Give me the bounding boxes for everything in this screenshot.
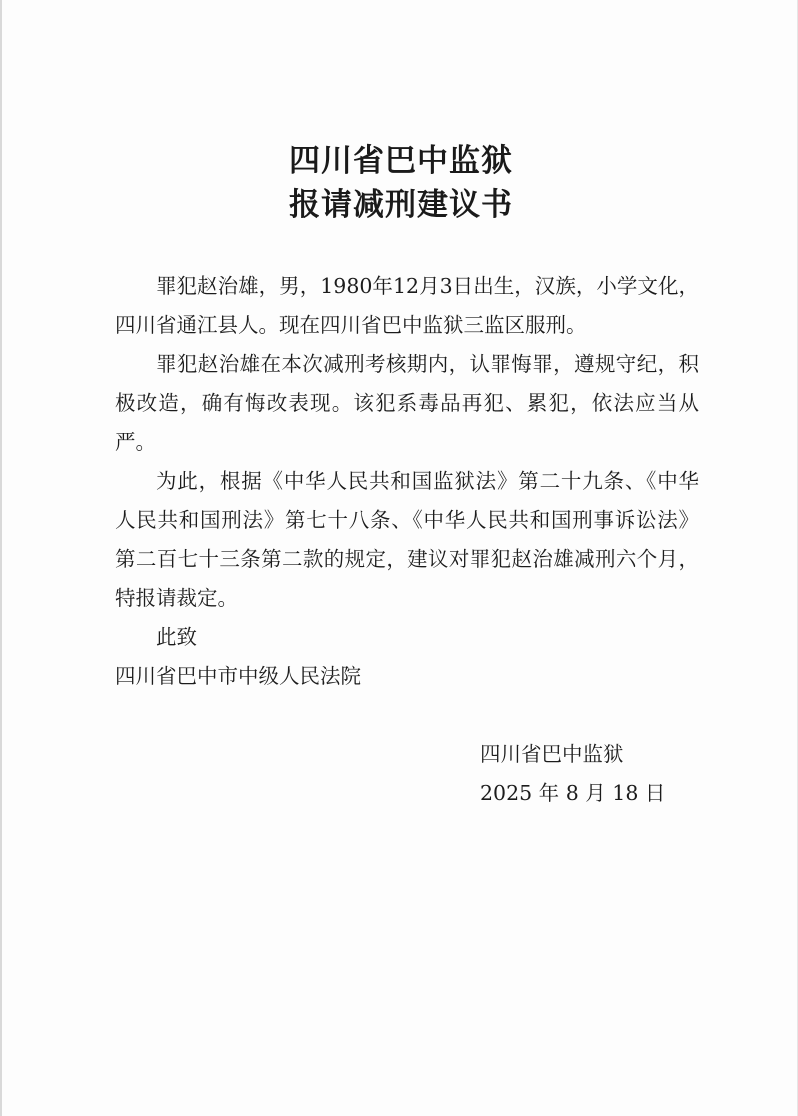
closing-salutation: 此致: [156, 625, 197, 649]
signature-organization: 四川省巴中监狱: [480, 742, 624, 766]
addressee: 四川省巴中市中级人民法院: [115, 664, 361, 688]
signature-date: 2025 年 8 月 18 日: [480, 781, 666, 805]
document-title-line1: 四川省巴中监狱: [289, 143, 513, 179]
paragraph-behavior: 罪犯赵治雄在本次减刑考核期内，认罪悔罪，遵规守纪，积极改造，确有悔改表现。该犯系毒品再犯、累犯，依法应当从严。: [115, 352, 699, 454]
paragraph-legal-basis: 为此，根据《中华人民共和国监狱法》第二十九条、《中华人民共和国刑法》第七十八条、《中华人民共和国刑事诉讼法》第二百七十三条第二款的规定，建议对罪犯赵治雄减刑六个月，特报请裁定。: [115, 469, 699, 610]
document-title-line2: 报请减刑建议书: [289, 187, 513, 223]
paragraph-basic-info: 罪犯赵治雄，男，1980年12月3日出生，汉族，小学文化，四川省通江县人。现在四川省巴中监狱三监区服刑。: [115, 274, 699, 337]
